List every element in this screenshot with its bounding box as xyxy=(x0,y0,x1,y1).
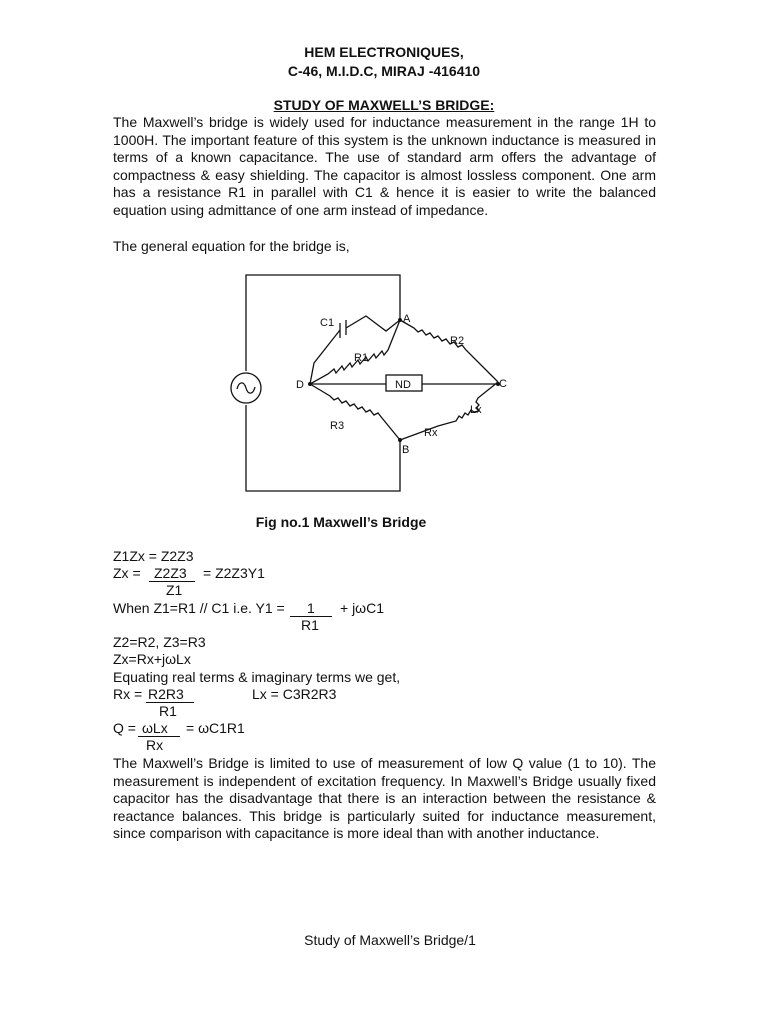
equation-3-rhs: + jωC1 xyxy=(340,600,385,616)
page-title: STUDY OF MAXWELL’S BRIDGE: xyxy=(273,97,495,113)
resistor-r2 xyxy=(400,320,498,382)
equation-4: Z2=R2, Z3=R3 xyxy=(113,634,206,650)
conclusion-paragraph: The Maxwell’s Bridge is limited to use of measurement of low Q value (1 to 10). The measurement is independent of excitation frequency. In Maxwell’s Bridge usually fixed capacitor has the disadvantage that there is an interaction between the resistance & reactance balances. This bridge is particularly suited for inductance measurement, since comparison with capacitance is more ideal than with another inductance. xyxy=(113,755,656,841)
equation-2-rhs: = Z2Z3Y1 xyxy=(203,565,265,581)
intro-paragraph: The Maxwell’s bridge is widely used for inductance measurement in the range 1H to 1000H. The important feature of this system is the unknown inductance is measured in terms of a known capacitance. The use of standard arm offers the advantage of compactness & easy shielding. The capacitor is almost lossless component. One arm has a resistance R1 in parallel with C1 & hence it is easier to write the balanced equation using admittance of one arm instead of impedance. xyxy=(113,114,656,218)
maxwell-bridge-diagram xyxy=(228,268,518,500)
label-r2: R2 xyxy=(450,335,465,347)
figure-caption: Fig no.1 Maxwell’s Bridge xyxy=(255,514,427,530)
equation-7-lhs: Rx = xyxy=(113,686,147,702)
equation-6: Equating real terms & imaginary terms we get, xyxy=(113,669,401,685)
label-nd: ND xyxy=(395,379,411,391)
general-equation-line: The general equation for the bridge is, xyxy=(113,238,350,254)
equation-8-lhs: Q = xyxy=(113,720,140,736)
equation-7-numerator: R2R3 xyxy=(148,686,184,702)
equation-3-lhs: When Z1=R1 // C1 i.e. Y1 = xyxy=(113,600,289,616)
label-node-d: D xyxy=(296,379,304,391)
company-name: HEM ELECTRONIQUES, xyxy=(304,44,464,60)
label-node-a: A xyxy=(403,313,411,325)
resistor-r3 xyxy=(310,384,400,440)
equation-2-lhs: Zx = xyxy=(113,565,145,581)
source-wire-bottom xyxy=(246,405,400,491)
page-footer: Study of Maxwell’s Bridge/1 xyxy=(304,932,476,948)
equation-3-denominator: R1 xyxy=(301,617,319,633)
equation-7-rhs: Lx = C3R2R3 xyxy=(252,686,337,702)
label-lx: Lx xyxy=(470,404,482,416)
label-r1: R1 xyxy=(354,352,369,364)
label-node-c: C xyxy=(499,378,507,390)
label-r3: R3 xyxy=(330,420,345,432)
equation-5: Zx=Rx+jωLx xyxy=(113,651,191,667)
equation-2-denominator: Z1 xyxy=(166,582,183,598)
equation-3-numerator: 1 xyxy=(307,600,315,616)
equation-8-denominator: Rx xyxy=(146,737,164,753)
equation-1: Z1Zx = Z2Z3 xyxy=(113,548,194,564)
label-c1: C1 xyxy=(320,317,335,329)
equation-2-numerator: Z2Z3 xyxy=(154,565,187,581)
company-address: C-46, M.I.D.C, MIRAJ -416410 xyxy=(287,63,481,79)
equation-7-denominator: R1 xyxy=(159,703,177,719)
label-node-b: B xyxy=(402,444,410,456)
equation-8-numerator: ωLx xyxy=(142,720,168,736)
label-rx: Rx xyxy=(424,427,438,439)
equation-8-rhs: = ωC1R1 xyxy=(186,720,245,736)
